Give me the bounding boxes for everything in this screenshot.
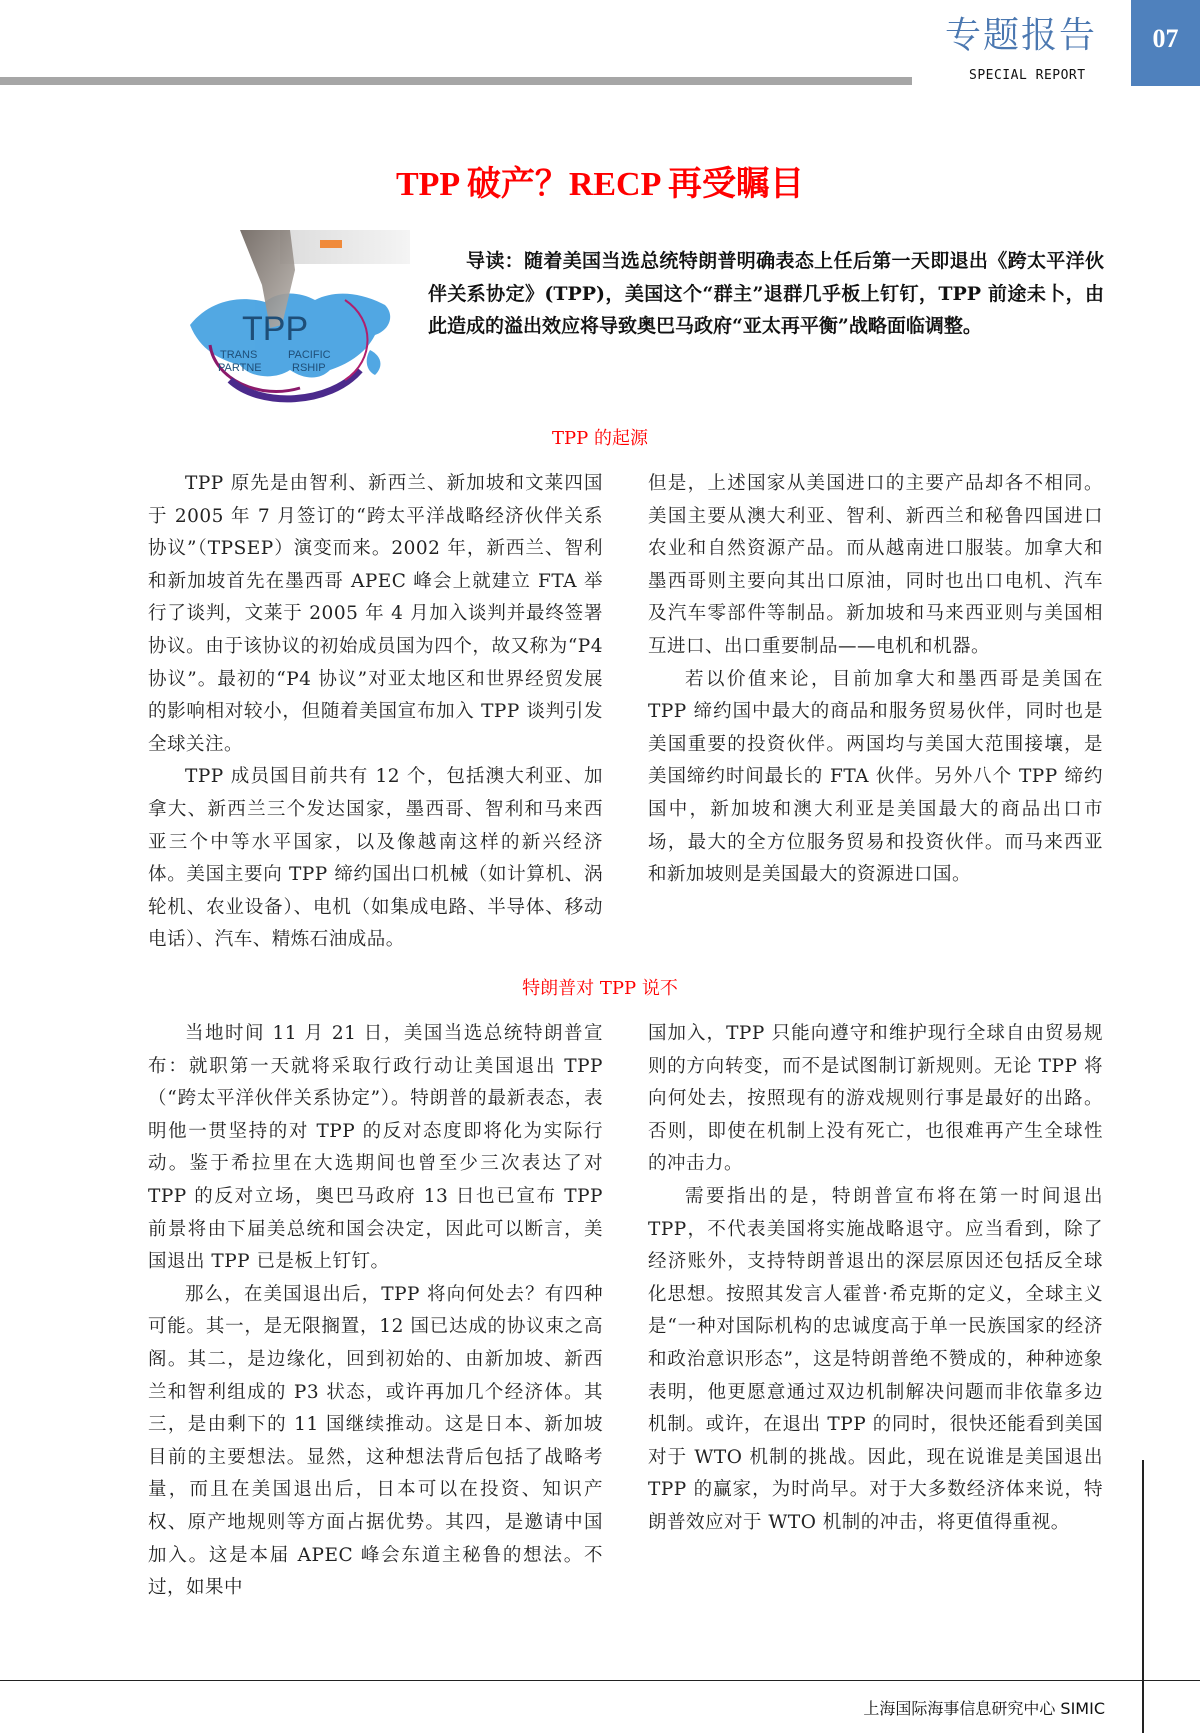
paragraph: TPP 原先是由智利、新西兰、新加坡和文莱四国于 2005 年 7 月签订的“跨太平洋战略经济伙伴关系协议”（TPSEP）演变而来。2002 年，新西兰、智利和新加坡首先在墨西哥 APEC 峰会上就建立 FTA 举行了谈判，文莱于 2005 年 4 月加入谈判并最终签署协议。由于该协议的初始成员国为四个，故又称为“P4 协议”。最初的“P4 协议”对亚太地区和世界经贸发展的影响相对较小，但随着美国宣布加入 TPP 谈判引发全球关注。 [148, 473, 603, 755]
paragraph: TPP 成员国目前共有 12 个，包括澳大利亚、加拿大、新西兰三个发达国家，墨西哥、智利和马来西亚三个中等水平国家，以及像越南这样的新兴经济体。美国主要向 TPP 缔约国出口机械（如计算机、涡轮机、农业设备）、电机（如集成电路、半导体、移动电话）、汽车、精炼石油成品。 [148, 766, 603, 951]
footer-vertical-rule [1142, 1460, 1144, 1733]
footer-divider [0, 1680, 1200, 1681]
header-divider-bar [0, 77, 912, 85]
paragraph: 那么，在美国退出后，TPP 将向何处去？有四种可能。其一，是无限搁置，12 国已达成的协议束之高阁。其二，是边缘化，回到初始的、由新加坡、新西兰和智利组成的 P3 状态，或许再加几个经济体。其三，是由剩下的 11 国继续推动。这是日本、新加坡目前的主要想法。显然，这种想法背后包括了战略考量，而且在美国退出后，日本可以在投资、知识产权、原产地规则等方面占据优势。其四，是邀请中国加入。这是本届 APEC 峰会东道主秘鲁的想法。不过，如果中 [148, 1283, 603, 1599]
section-heading-origin: TPP 的起源 [552, 428, 648, 449]
logo-text-pacific: PACIFIC [288, 349, 331, 361]
section-origin-left-column [148, 468, 603, 957]
section-title: 专题报告 [945, 15, 1098, 56]
section-trump-left-column [148, 1018, 603, 1605]
paragraph: 国加入，TPP 只能向遵守和维护现行全球自由贸易规则的方向转变，而不是试图制订新规则。无论 TPP 将向何处去，按照现有的游戏规则行事是最好的出路。否则，即使在机制上没有死亡，也很难再产生全球性的冲击力。 [648, 1023, 1103, 1175]
section-trump-right-column [648, 1018, 1103, 1540]
page-number: 07 [1152, 24, 1179, 53]
logo-text-partne: PARTNE [218, 362, 262, 374]
footer-organization: 上海国际海事信息研究中心 SIMIC [863, 1699, 1105, 1718]
hero-image [170, 230, 410, 405]
paragraph: 但是，上述国家从美国进口的主要产品却各不相同。美国主要从澳大利亚、智利、新西兰和秘鲁四国进口农业和自然资源产品。而从越南进口服装。加拿大和墨西哥则主要向其出口原油，同时也出口电机、汽车及汽车零部件等制品。新加坡和马来西亚则与美国相互进口、出口重要制品——电机和机器。 [648, 473, 1103, 657]
logo-letters: TPP [242, 310, 309, 348]
page-number-badge [1131, 0, 1200, 86]
paragraph: 若以价值来论，目前加拿大和墨西哥是美国在 TPP 缔约国中最大的商品和服务贸易伙伴，同时也是美国重要的投资伙伴。两国均与美国大范围接壤，是美国缔约时间最长的 FTA 伙伴。另外八个 TPP 缔约国中，新加坡和澳大利亚是美国最大的商品出口市场，最大的全方位服务贸易和投资伙伴。而马来西亚和新加坡则是美国最大的资源进口国。 [648, 668, 1103, 886]
paragraph: 需要指出的是，特朗普宣布将在第一时间退出 TPP，不代表美国将实施战略退守。应当看到，除了经济账外，支持特朗普退出的深层原因还包括反全球化思想。按照其发言人霍普·希克斯的定义，全球主义是“一种对国际机构的忠诚度高于单一民族国家的经济和政治意识形态”，这是特朗普绝不赞成的，种种迹象表明，他更愿意通过双边机制解决问题而非依靠多边机制。或许，在退出 TPP 的同时，很快还能看到美国对于 WTO 机制的挑战。因此，现在说谁是美国退出 TPP 的赢家，为时尚早。对于大多数经济体来说，特朗普效应对于 WTO 机制的冲击，将更值得重视。 [648, 1185, 1103, 1533]
section-subtitle: SPECIAL REPORT [969, 68, 1086, 83]
section-origin-right-column [648, 468, 1103, 892]
tpp-hammer-illustration [170, 230, 410, 405]
paragraph: 当地时间 11 月 21 日，美国当选总统特朗普宣布：就职第一天就将采取行政行动让美国退出 TPP（“跨太平洋伙伴关系协定”）。特朗普的最新表态，表明他一贯坚持的对 TPP 的反对态度即将化为实际行动。鉴于希拉里在大选期间也曾至少三次表达了对 TPP 的反对立场，奥巴马政府 13 日也已宣布 TPP 前景将由下届美总统和国会决定，因此可以断言，美国退出 TPP 已是板上钉钉。 [148, 1023, 603, 1273]
lead-paragraph: 导读：随着美国当选总统特朗普明确表态上任后第一天即退出《跨太平洋伙伴关系协定》(TPP)，美国这个“群主”退群几乎板上钉钉，TPP 前途未卜，由此造成的溢出效应将导致奥巴马政府“亚太再平衡”战略面临调整。 [428, 250, 1104, 337]
section-heading-trump: 特朗普对 TPP 说不 [522, 978, 678, 999]
logo-arc-purple [230, 370, 360, 399]
logo-text-rship: RSHIP [292, 362, 326, 374]
article-title: TPP 破产？RECP 再受瞩目 [395, 166, 805, 203]
logo-text-trans: TRANS [220, 349, 258, 361]
